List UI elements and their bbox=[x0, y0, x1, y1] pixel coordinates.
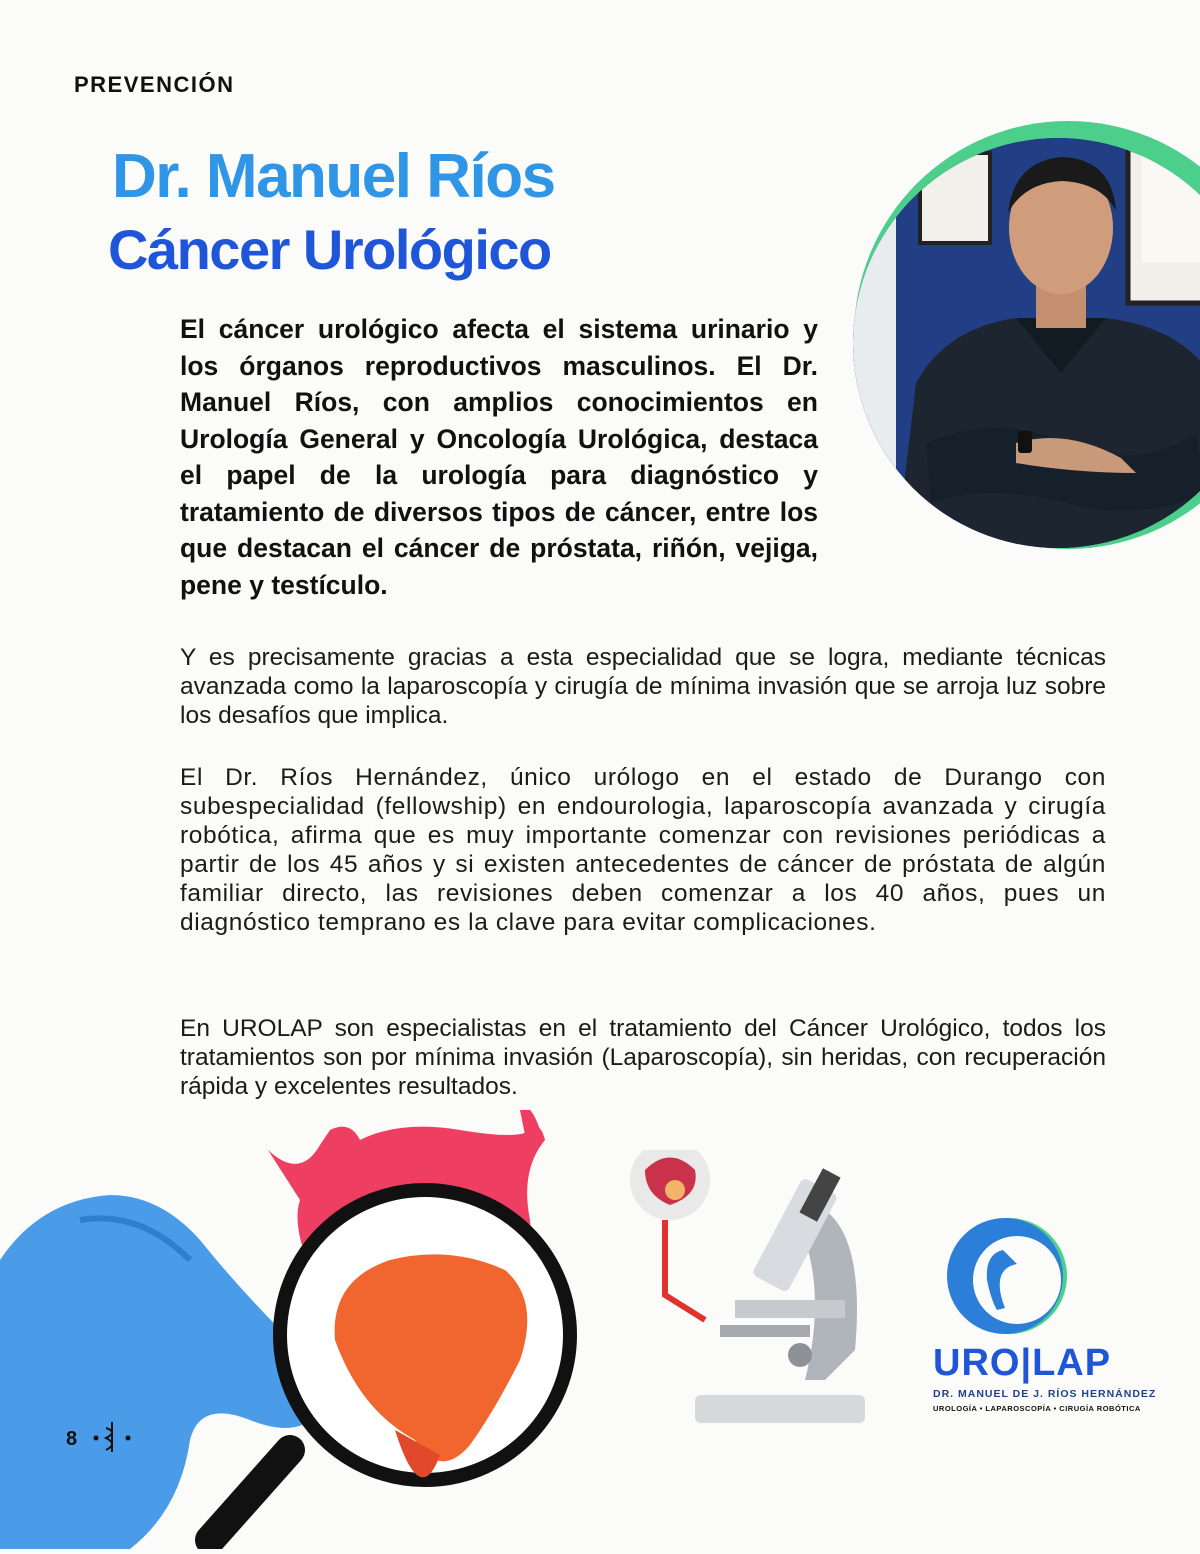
microscope-illustration bbox=[625, 1150, 865, 1435]
logo-doctor-name: DR. MANUEL DE J. RÍOS HERNÁNDEZ bbox=[933, 1388, 1157, 1400]
body-paragraph-3: En UROLAP son especialistas en el tratamiento del Cáncer Urológico, todos los tratamientos son por mínima invasión (Laparoscopía), sin heridas, con recuperación rápida y excelentes resultados. bbox=[180, 1015, 1106, 1100]
logo-specialties: UROLOGÍA • LAPAROSCOPÍA • CIRUGÍA ROBÓTICA bbox=[933, 1404, 1141, 1413]
page-number: 8 bbox=[66, 1428, 78, 1450]
lead-paragraph: El cáncer urológico afecta el sistema urinario y los órganos reproductivos masculinos. El Dr. Manuel Ríos, con amplios conocimientos en Urología General y Oncología Urológica, destaca el papel de la urología para diagnóstico y tratamiento de diversos tipos de cáncer, entre los que destacan el cáncer de próstata, riñón, vejiga, pene y testículo. bbox=[180, 314, 818, 600]
body-paragraph-1: Y es precisamente gracias a esta especialidad que se logra, mediante técnicas avanzada como la laparoscopía y cirugía de mínima invasión que se arroja luz sobre los desafíos que implica. bbox=[180, 644, 1106, 729]
prostate-magnifier-illustration bbox=[0, 1110, 600, 1554]
page-subtitle: Cáncer Urológico bbox=[108, 218, 551, 281]
body-paragraph-2: El Dr. Ríos Hernández, único urólogo en el estado de Durango con subespecialidad (fellowship) en endourologia, laparoscopía avanzada y cirugía robótica, afirma que es muy importante comenzar con revisiones periódicas a partir de los 45 años y si existen antecedentes de cáncer de próstata de algún familiar directo, las revisiones deben comenzar a los 40 años, pues un diagnóstico temprano es la clave para evitar complicaciones. bbox=[180, 764, 1106, 936]
page-title: Dr. Manuel Ríos bbox=[112, 142, 555, 211]
section-label: PREVENCIÓN bbox=[74, 72, 235, 97]
logo-wordmark: URO|LAP bbox=[933, 1342, 1112, 1384]
caduceus-icon bbox=[92, 1420, 132, 1459]
doctor-portrait bbox=[836, 113, 1200, 553]
